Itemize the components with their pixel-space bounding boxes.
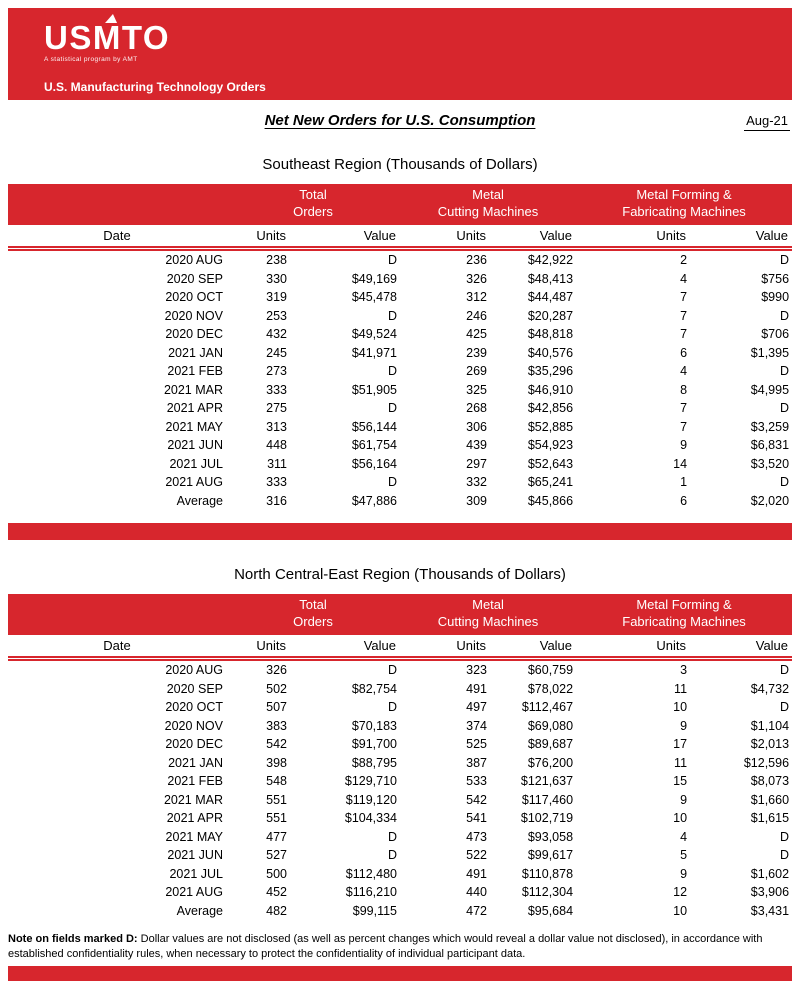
forming-value-cell: D: [780, 475, 790, 490]
total-value-cell: $56,144: [351, 419, 398, 434]
total-units-cell: 432: [266, 327, 287, 342]
row-date: Average: [176, 493, 223, 508]
section-title-southeast: Southeast Region (Thousands of Dollars): [262, 156, 538, 173]
usmto-banner: [8, 8, 792, 100]
logo-arrow-icon: [105, 14, 119, 23]
bottom-bar: [8, 966, 792, 981]
row-date: 2021 JAN: [168, 345, 223, 360]
table-row: [8, 417, 792, 436]
cutting-units-cell: 332: [466, 475, 488, 490]
table-row: [8, 883, 792, 902]
forming-units-cell: 7: [680, 327, 688, 342]
total-value-cell: D: [387, 308, 398, 323]
cutting-value-cell: $110,878: [521, 866, 574, 881]
row-date: 2020 SEP: [166, 681, 223, 696]
forming-value-cell: D: [780, 308, 790, 323]
total-units-cell: 311: [267, 456, 287, 471]
cutting-value-cell: $117,460: [521, 792, 574, 807]
forming-value-cell: D: [780, 700, 790, 715]
table-row: [8, 716, 792, 735]
table-row: [8, 343, 792, 362]
forming-value-cell: D: [780, 848, 790, 863]
column-header-value: Value: [290, 225, 400, 249]
cutting-value-cell: $60,759: [527, 663, 574, 678]
cutting-units-cell: 374: [466, 718, 488, 733]
cutting-value-cell: $99,617: [527, 848, 574, 863]
row-date: Average: [176, 903, 223, 918]
forming-value-cell: $2,013: [750, 737, 790, 752]
table-row: [8, 269, 792, 288]
forming-value-cell: $3,520: [750, 456, 790, 471]
table-row: [8, 454, 792, 473]
table-row: [8, 809, 792, 828]
total-value-cell: $56,164: [351, 456, 398, 471]
total-value-cell: $104,334: [344, 811, 398, 826]
total-units-cell: 316: [266, 493, 287, 508]
forming-value-cell: $6,831: [750, 438, 790, 453]
cutting-value-cell: $52,885: [527, 419, 574, 434]
cutting-units-cell: 533: [466, 774, 488, 789]
forming-value-cell: D: [780, 829, 790, 844]
forming-units-cell: 2: [680, 253, 688, 268]
total-units-cell: 502: [266, 681, 287, 696]
total-value-cell: D: [387, 475, 398, 490]
table-row: [8, 901, 792, 920]
row-date: 2020 SEP: [166, 271, 223, 286]
total-units-cell: 275: [266, 401, 287, 416]
row-date: 2021 JUL: [169, 456, 223, 471]
column-header-value: Value: [490, 225, 576, 249]
group-header-spacer: [8, 184, 226, 225]
group-header-row: [8, 594, 792, 635]
forming-value-cell: D: [780, 663, 790, 678]
row-date: 2020 AUG: [165, 253, 223, 268]
forming-value-cell: $3,259: [750, 419, 790, 434]
total-value-cell: $45,478: [351, 290, 398, 305]
row-date: 2021 FEB: [167, 774, 223, 789]
table-row: [8, 846, 792, 865]
section-divider-bar: [8, 523, 792, 540]
forming-units-cell: 10: [673, 903, 688, 918]
table-row: [8, 362, 792, 381]
forming-units-cell: 6: [680, 345, 688, 360]
forming-units-cell: 1: [680, 475, 688, 490]
total-units-cell: 333: [266, 382, 287, 397]
banner-subtitle: U.S. Manufacturing Technology Orders: [44, 80, 266, 94]
group-header-spacer: [8, 594, 226, 635]
column-header-row: [8, 635, 792, 659]
forming-units-cell: 7: [680, 419, 688, 434]
cutting-units-cell: 497: [466, 700, 488, 715]
forming-units-cell: 4: [680, 364, 688, 379]
cutting-value-cell: $112,467: [521, 700, 574, 715]
total-units-cell: 548: [266, 774, 287, 789]
row-date: 2020 OCT: [165, 290, 223, 305]
cutting-units-cell: 541: [466, 811, 488, 826]
total-units-cell: 542: [266, 737, 287, 752]
cutting-units-cell: 439: [466, 438, 488, 453]
table-row: [8, 658, 792, 679]
column-header-date: Date: [8, 225, 226, 249]
cutting-units-cell: 473: [466, 829, 488, 844]
cutting-value-cell: $45,866: [527, 493, 574, 508]
total-units-cell: 333: [266, 475, 287, 490]
total-units-cell: 253: [266, 308, 287, 323]
cutting-units-cell: 269: [466, 364, 488, 379]
table-row: [8, 491, 792, 510]
forming-value-cell: $1,602: [750, 866, 790, 881]
total-value-cell: $49,169: [351, 271, 398, 286]
cutting-units-cell: 542: [466, 792, 488, 807]
total-units-cell: 500: [266, 866, 287, 881]
group-header-total-orders: Total Orders: [226, 184, 400, 225]
cutting-value-cell: $48,413: [527, 271, 574, 286]
forming-value-cell: $1,660: [750, 792, 790, 807]
column-header-value: Value: [490, 635, 576, 659]
cutting-value-cell: $40,576: [527, 345, 574, 360]
total-value-cell: $91,700: [351, 737, 398, 752]
cutting-units-cell: 239: [466, 345, 488, 360]
table-row: [8, 380, 792, 399]
total-units-cell: 330: [266, 271, 287, 286]
cutting-units-cell: 309: [466, 493, 488, 508]
table-row: [8, 288, 792, 307]
group-header-row: [8, 184, 792, 225]
forming-value-cell: D: [780, 364, 790, 379]
cutting-value-cell: $76,200: [527, 755, 574, 770]
cutting-units-cell: 297: [466, 456, 488, 471]
group-header-total-orders: Total Orders: [226, 594, 400, 635]
table-row: [8, 790, 792, 809]
forming-units-cell: 9: [680, 866, 688, 881]
cutting-units-cell: 491: [466, 866, 488, 881]
usmto-logo: [44, 21, 170, 63]
row-date: 2020 NOV: [164, 308, 223, 323]
forming-value-cell: $706: [761, 327, 790, 342]
cutting-units-cell: 268: [466, 401, 488, 416]
column-header-date: Date: [8, 635, 226, 659]
row-date: 2021 JUL: [169, 866, 223, 881]
forming-units-cell: 15: [673, 774, 688, 789]
total-value-cell: D: [387, 700, 398, 715]
table-row: [8, 306, 792, 325]
total-value-cell: D: [387, 663, 398, 678]
forming-units-cell: 14: [673, 456, 688, 471]
column-header-units: Units: [226, 635, 290, 659]
cutting-units-cell: 306: [466, 419, 488, 434]
forming-units-cell: 9: [680, 718, 688, 733]
cutting-units-cell: 312: [466, 290, 488, 305]
column-header-units: Units: [576, 635, 690, 659]
forming-units-cell: 7: [680, 401, 688, 416]
forming-units-cell: 8: [680, 382, 688, 397]
cutting-value-cell: $35,296: [527, 364, 574, 379]
total-units-cell: 527: [266, 848, 287, 863]
row-date: 2020 DEC: [165, 327, 223, 342]
total-units-cell: 398: [266, 755, 287, 770]
cutting-value-cell: $20,287: [527, 308, 574, 323]
group-header-metal-cutting: Metal Cutting Machines: [400, 184, 576, 225]
total-units-cell: 319: [266, 290, 287, 305]
total-value-cell: $47,886: [351, 493, 398, 508]
total-value-cell: $116,210: [345, 885, 398, 900]
cutting-value-cell: $95,684: [527, 903, 574, 918]
table-row: [8, 248, 792, 269]
total-value-cell: D: [387, 364, 398, 379]
row-date: 2021 MAR: [163, 382, 223, 397]
total-value-cell: D: [387, 253, 398, 268]
total-value-cell: D: [387, 401, 398, 416]
forming-value-cell: $12,596: [743, 755, 790, 770]
row-date: 2021 JUN: [167, 438, 223, 453]
forming-units-cell: 3: [680, 663, 688, 678]
forming-value-cell: $990: [761, 290, 790, 305]
forming-units-cell: 9: [680, 792, 688, 807]
cutting-units-cell: 472: [466, 903, 488, 918]
forming-units-cell: 10: [673, 700, 688, 715]
forming-units-cell: 17: [673, 737, 688, 752]
forming-units-cell: 5: [680, 848, 688, 863]
cutting-units-cell: 323: [466, 663, 488, 678]
cutting-units-cell: 236: [466, 253, 488, 268]
table-row: [8, 325, 792, 344]
cutting-units-cell: 491: [466, 681, 488, 696]
table-row: [8, 864, 792, 883]
table-row: [8, 436, 792, 455]
cutting-value-cell: $112,304: [521, 885, 574, 900]
cutting-units-cell: 326: [466, 271, 488, 286]
forming-units-cell: 4: [680, 271, 688, 286]
column-header-units: Units: [400, 225, 490, 249]
forming-value-cell: $1,395: [750, 345, 790, 360]
row-date: 2020 AUG: [165, 663, 223, 678]
forming-units-cell: 4: [680, 829, 688, 844]
total-value-cell: $51,905: [351, 382, 398, 397]
footnote: [8, 932, 792, 961]
row-date: 2020 NOV: [164, 718, 223, 733]
north-central-east-table: [8, 594, 792, 920]
total-units-cell: 482: [266, 903, 287, 918]
total-value-cell: $49,524: [351, 327, 398, 342]
table-row: [8, 772, 792, 791]
table-row: [8, 698, 792, 717]
table-row: [8, 827, 792, 846]
cutting-units-cell: 325: [466, 382, 488, 397]
forming-value-cell: $1,615: [750, 811, 790, 826]
total-units-cell: 477: [266, 829, 287, 844]
group-header-metal-cutting: Metal Cutting Machines: [400, 594, 576, 635]
row-date: 2021 JUN: [167, 848, 223, 863]
footnote-label: Note on fields marked D:: [8, 933, 138, 946]
cutting-value-cell: $46,910: [527, 382, 574, 397]
total-value-cell: $82,754: [351, 681, 398, 696]
cutting-value-cell: $54,923: [527, 438, 574, 453]
row-date: 2021 MAY: [165, 829, 223, 844]
total-value-cell: $41,971: [351, 345, 398, 360]
forming-value-cell: D: [780, 401, 790, 416]
total-value-cell: $112,480: [345, 866, 398, 881]
column-header-value: Value: [290, 635, 400, 659]
total-units-cell: 551: [266, 811, 287, 826]
footnote-text: Dollar values are not disclosed (as well as percent changes which would reveal a dollar value not disclosed), in accordance with established confidentiality rules, when necessary to protect the confidentiality of individual participant data.: [8, 933, 763, 960]
forming-value-cell: $3,431: [750, 903, 790, 918]
cutting-value-cell: $102,719: [520, 811, 574, 826]
group-header-metal-forming: Metal Forming & Fabricating Machines: [576, 184, 792, 225]
total-units-cell: 452: [266, 885, 287, 900]
cutting-units-cell: 440: [466, 885, 488, 900]
total-units-cell: 448: [266, 438, 287, 453]
row-date: 2021 AUG: [165, 885, 223, 900]
table-row: [8, 735, 792, 754]
cutting-units-cell: 425: [466, 327, 488, 342]
forming-units-cell: 7: [680, 308, 688, 323]
total-units-cell: 245: [266, 345, 287, 360]
row-date: 2021 AUG: [165, 475, 223, 490]
total-units-cell: 273: [266, 364, 287, 379]
forming-value-cell: D: [780, 253, 790, 268]
total-units-cell: 551: [266, 792, 287, 807]
cutting-value-cell: $69,080: [527, 718, 574, 733]
total-units-cell: 383: [266, 718, 287, 733]
forming-units-cell: 11: [674, 681, 688, 696]
cutting-units-cell: 525: [466, 737, 488, 752]
total-units-cell: 507: [266, 700, 287, 715]
cutting-value-cell: $93,058: [527, 829, 574, 844]
forming-value-cell: $2,020: [750, 493, 790, 508]
total-value-cell: $99,115: [352, 903, 398, 918]
cutting-value-cell: $52,643: [527, 456, 574, 471]
total-value-cell: $129,710: [344, 774, 398, 789]
cutting-value-cell: $78,022: [527, 681, 574, 696]
table-row: [8, 473, 792, 492]
forming-units-cell: 6: [680, 493, 688, 508]
cutting-units-cell: 387: [466, 755, 488, 770]
cutting-value-cell: $121,637: [520, 774, 574, 789]
row-date: 2020 DEC: [165, 737, 223, 752]
column-header-units: Units: [400, 635, 490, 659]
row-date: 2021 MAY: [165, 419, 223, 434]
forming-value-cell: $1,104: [750, 718, 790, 733]
column-header-units: Units: [576, 225, 690, 249]
total-value-cell: $70,183: [351, 718, 398, 733]
row-date: 2021 JAN: [168, 755, 223, 770]
forming-units-cell: 11: [674, 755, 688, 770]
cutting-value-cell: $42,922: [527, 253, 574, 268]
row-date: 2021 APR: [166, 401, 223, 416]
forming-value-cell: $4,995: [750, 382, 790, 397]
forming-units-cell: 7: [680, 290, 688, 305]
document-title: Net New Orders for U.S. Consumption: [264, 112, 536, 129]
total-value-cell: $61,754: [351, 438, 398, 453]
total-units-cell: 238: [266, 253, 287, 268]
total-value-cell: D: [387, 829, 398, 844]
column-header-value: Value: [690, 225, 792, 249]
total-units-cell: 313: [266, 419, 287, 434]
forming-units-cell: 9: [680, 438, 688, 453]
total-value-cell: $119,120: [345, 792, 398, 807]
row-date: 2021 MAR: [163, 792, 223, 807]
cutting-units-cell: 522: [466, 848, 488, 863]
cutting-value-cell: $89,687: [527, 737, 574, 752]
logo-tagline: A statistical program by AMT: [44, 56, 138, 63]
forming-value-cell: $4,732: [750, 681, 790, 696]
forming-value-cell: $756: [761, 271, 790, 286]
cutting-value-cell: $44,487: [527, 290, 574, 305]
forming-units-cell: 12: [673, 885, 688, 900]
cutting-units-cell: 246: [466, 308, 488, 323]
southeast-table: [8, 184, 792, 510]
cutting-value-cell: $42,856: [527, 401, 574, 416]
row-date: 2021 APR: [166, 811, 223, 826]
table-row: [8, 399, 792, 418]
row-date: 2020 OCT: [165, 700, 223, 715]
cutting-value-cell: $48,818: [527, 327, 574, 342]
logo-text: USMTO: [44, 19, 171, 56]
table-row: [8, 753, 792, 772]
report-period: Aug-21: [744, 113, 790, 131]
column-header-value: Value: [690, 635, 792, 659]
cutting-value-cell: $65,241: [527, 475, 574, 490]
total-value-cell: D: [387, 848, 398, 863]
forming-value-cell: $8,073: [750, 774, 790, 789]
total-units-cell: 326: [266, 663, 287, 678]
table-row: [8, 679, 792, 698]
forming-units-cell: 10: [673, 811, 688, 826]
document-title-row: [8, 112, 792, 136]
total-value-cell: $88,795: [351, 755, 398, 770]
column-header-units: Units: [226, 225, 290, 249]
forming-value-cell: $3,906: [750, 885, 790, 900]
section-title-north-central-east: North Central-East Region (Thousands of Dollars): [234, 565, 566, 583]
group-header-metal-forming: Metal Forming & Fabricating Machines: [576, 594, 792, 635]
row-date: 2021 FEB: [167, 364, 223, 379]
column-header-row: [8, 225, 792, 249]
